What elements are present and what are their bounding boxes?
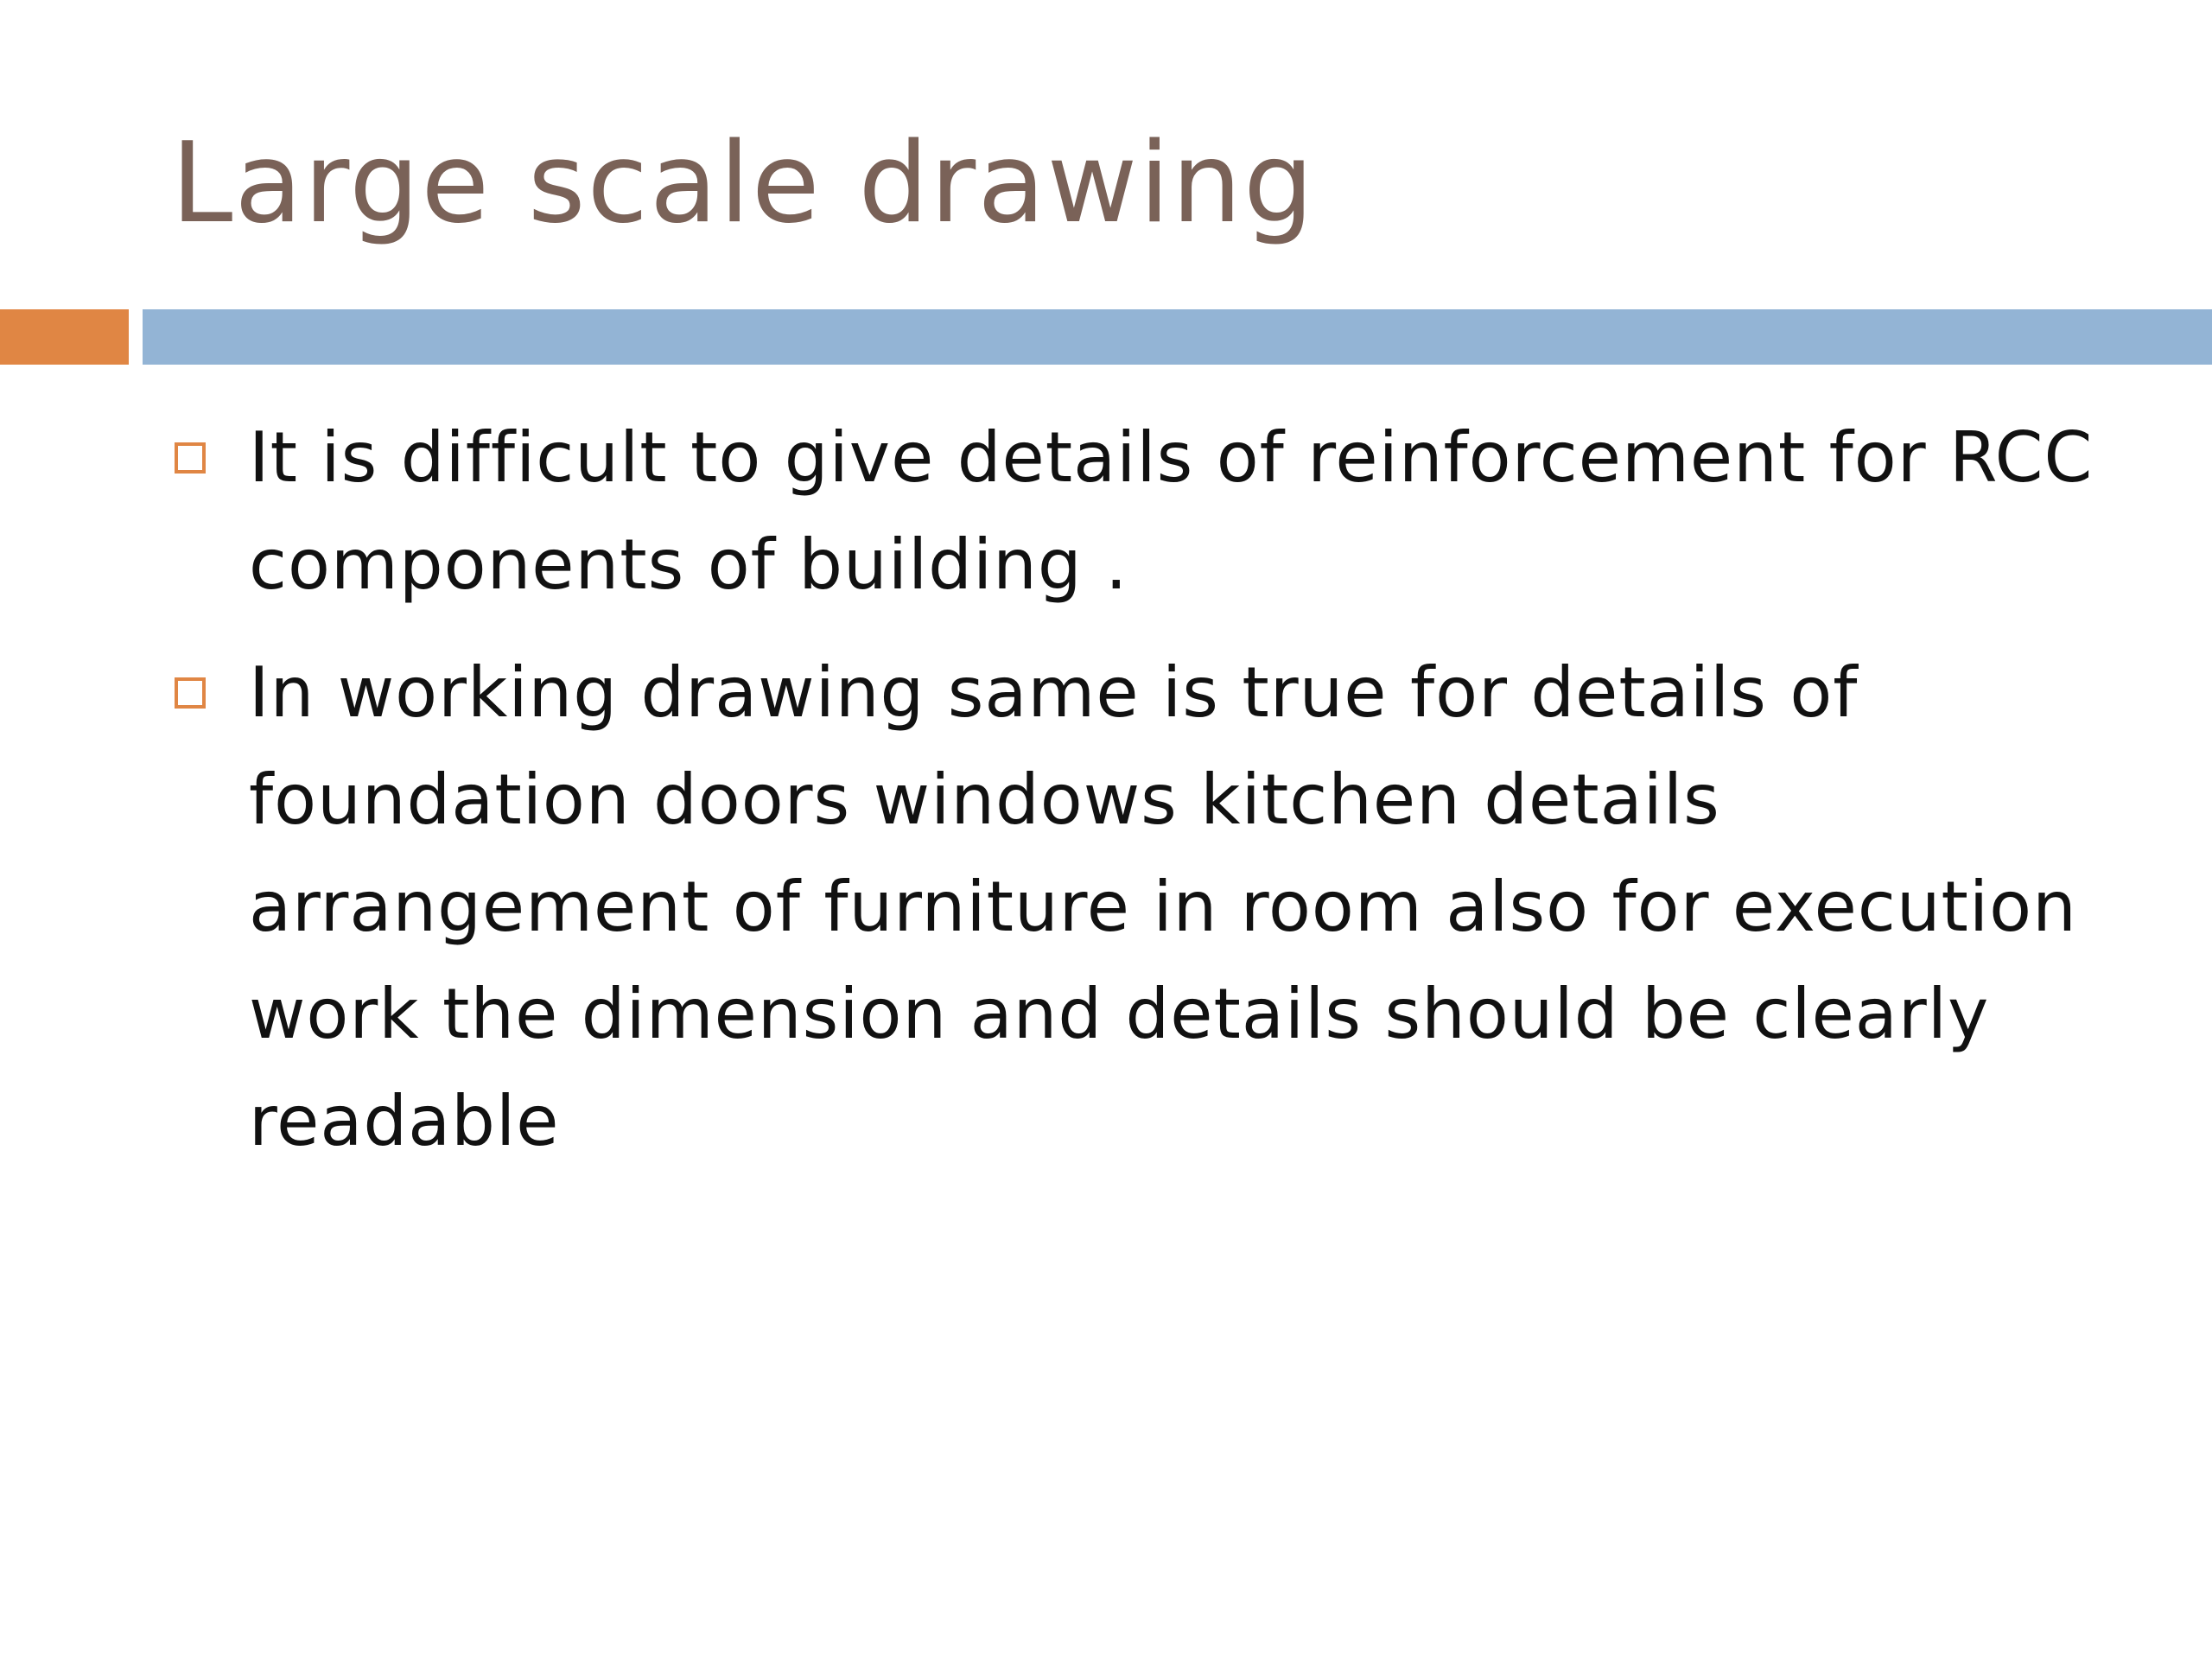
hollow-square-bullet-icon: [175, 677, 206, 709]
bullet-list: [171, 404, 2124, 1196]
bullet-text: It is difficult to give details of reinforcement for RCC components of building .: [249, 417, 2094, 605]
hollow-square-bullet-icon: [175, 442, 206, 474]
bullet-text: In working drawing same is true for details of foundation doors windows kitchen details arrangement of furniture in room also for execution work the dimension and details should be clearly readable: [249, 652, 2077, 1161]
bullet-item: [171, 404, 2124, 619]
title-accent-orange-bar: [0, 309, 129, 365]
title-accent-blue-bar: [143, 309, 2212, 365]
bullet-item: [171, 639, 2124, 1175]
slide-title: Large scale drawing: [171, 119, 1316, 248]
